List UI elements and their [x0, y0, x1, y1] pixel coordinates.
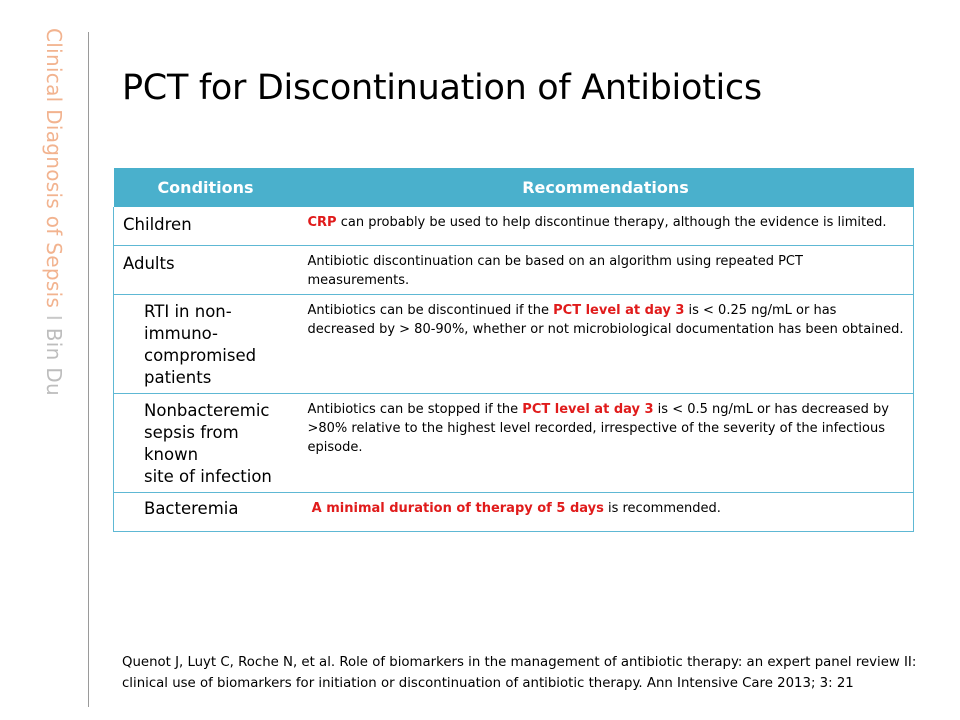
condition-adults: Adults	[123, 254, 175, 273]
recommendation-text: is < 0.5 ng/mL or has decreased by >80% relative to the highest level recorded, irrespective of the severity of the infectious episode.	[307, 402, 890, 455]
citation-line: Quenot J, Luyt C, Roche N, et al. Role of biomarkers in the management of antibiotic therapy: an expert panel review II:	[122, 655, 917, 670]
condition-cell	[114, 246, 298, 295]
recommendations-table	[113, 168, 914, 532]
vertical-divider	[88, 32, 89, 707]
sidebar-author: Bin Du	[42, 327, 66, 396]
condition-line: immuno-	[144, 324, 219, 343]
recommendation-text: can probably be used to help discontinue therapy, although the evidence is limited.	[336, 215, 887, 230]
condition-rti	[114, 295, 298, 393]
table-row-adults	[114, 246, 914, 295]
highlight-pct-day3: PCT level at day 3	[553, 303, 685, 318]
condition-nonbacteremic	[114, 394, 298, 492]
recommendation-text: is < 0.25 ng/mL or has decreased by > 80-90%, whether or not microbiological documentation has been obtained.	[307, 303, 904, 337]
recommendation-nonbacteremic	[298, 394, 914, 461]
sidebar-separator: I	[42, 314, 66, 322]
condition-line: RTI in non-	[144, 302, 232, 321]
sidebar-vertical-title	[42, 28, 66, 396]
table-row-nonbacteremic	[114, 394, 914, 493]
condition-line: sepsis from known	[144, 423, 239, 464]
recommendation-cell	[298, 207, 914, 246]
recommendation-cell	[298, 493, 914, 532]
recommendation-bacteremia	[298, 493, 914, 522]
recommendation-cell	[298, 246, 914, 295]
condition-children: Children	[123, 215, 192, 234]
recommendation-text: Antibiotics can be discontinued if the	[307, 303, 554, 318]
condition-cell	[114, 493, 298, 532]
recommendation-children	[298, 207, 914, 236]
table-row-rti	[114, 295, 914, 394]
highlight-crp: CRP	[307, 215, 337, 230]
sidebar-title: Clinical Diagnosis of Sepsis	[42, 28, 66, 309]
recommendation-cell	[298, 394, 914, 493]
recommendation-cell	[298, 295, 914, 394]
citation	[122, 652, 922, 694]
condition-cell	[114, 394, 298, 493]
recommendation-text: Antibiotics can be stopped if the	[307, 402, 523, 417]
page-title: PCT for Discontinuation of Antibiotics	[122, 68, 762, 108]
recommendation-text: is recommended.	[603, 501, 721, 516]
table-header-row	[114, 168, 914, 207]
condition-line: compromised	[144, 346, 257, 365]
header-recommendations: Recommendations	[298, 168, 914, 207]
citation-line: clinical use of biomarkers for initiation or discontinuation of antibiotic therapy. Ann Intensive Care 2013; 3: 21	[122, 676, 854, 691]
condition-line: site of infection	[144, 467, 272, 486]
recommendation-rti	[298, 295, 914, 343]
table-row-children	[114, 207, 914, 246]
highlight-min-duration: A minimal duration of therapy of 5 days	[311, 501, 604, 516]
header-conditions: Conditions	[114, 168, 298, 207]
condition-line: patients	[144, 368, 212, 387]
condition-cell	[114, 207, 298, 246]
table-row-bacteremia	[114, 493, 914, 532]
condition-cell	[114, 295, 298, 394]
highlight-pct-day3: PCT level at day 3	[522, 402, 654, 417]
recommendation-adults: Antibiotic discontinuation can be based on an algorithm using repeated PCT measurements.	[307, 254, 803, 288]
condition-line: Nonbacteremic	[144, 401, 270, 420]
condition-bacteremia: Bacteremia	[144, 499, 239, 518]
